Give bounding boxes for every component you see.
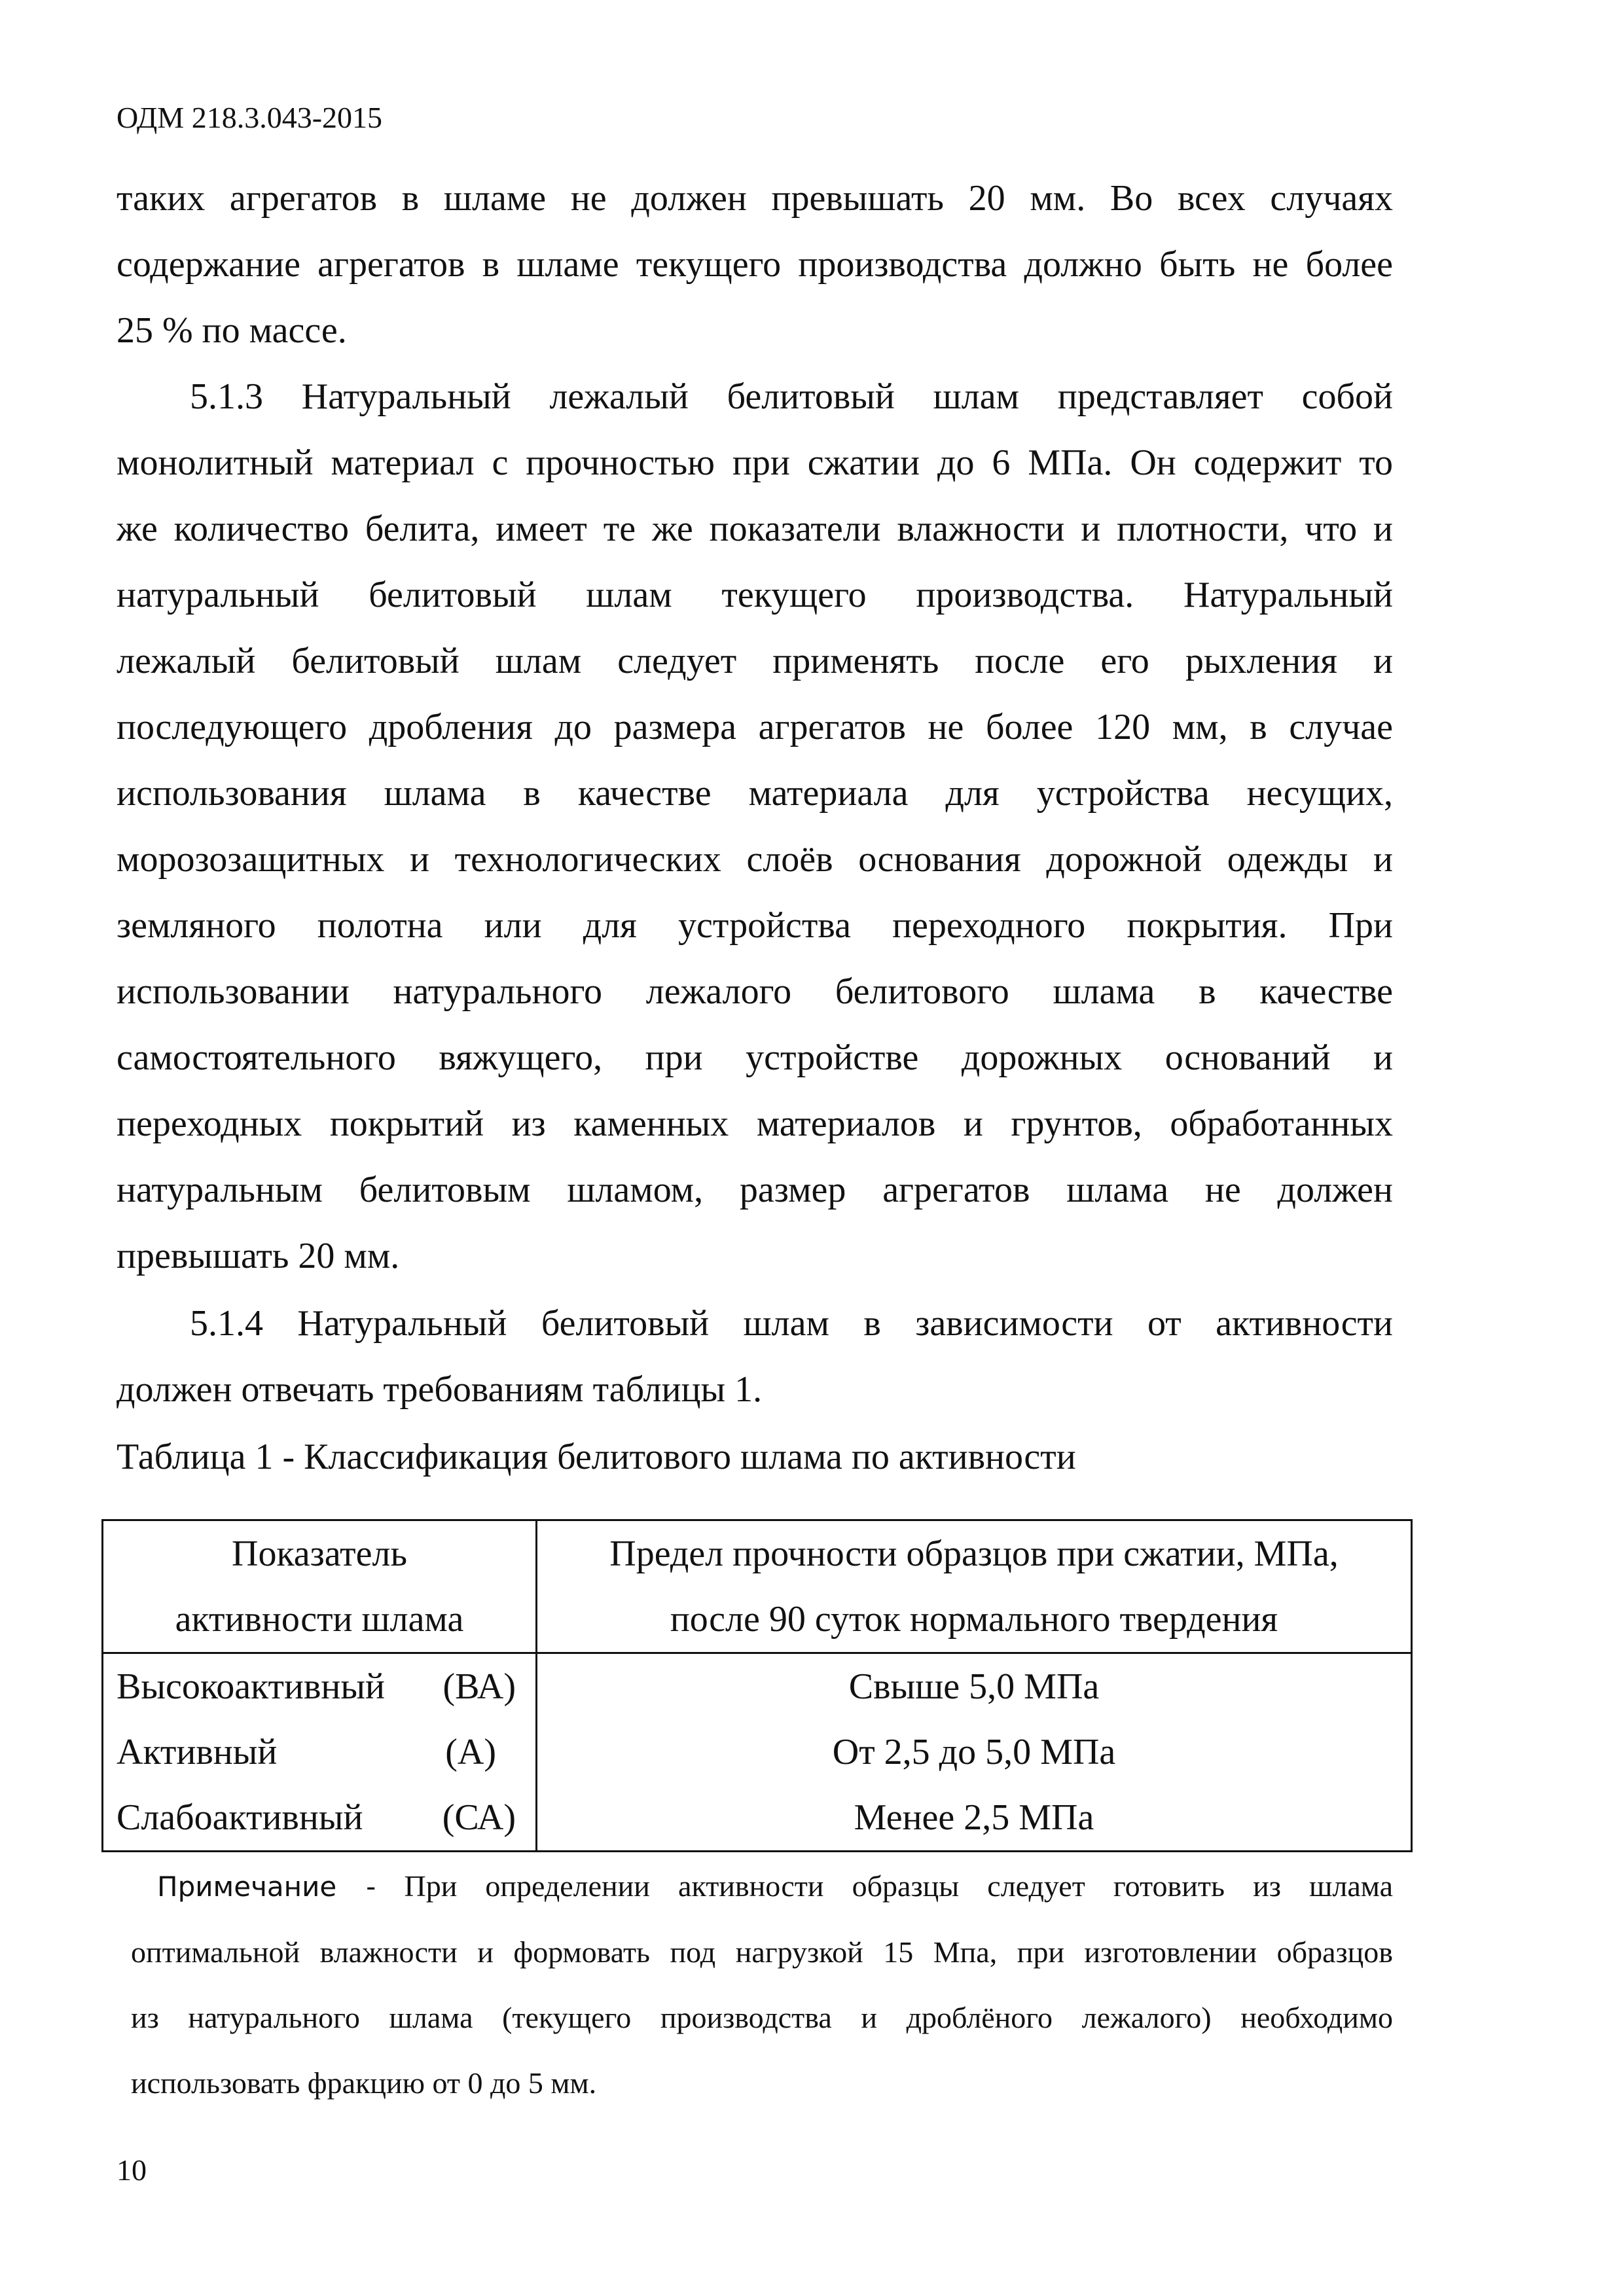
strength-values-cell	[537, 1653, 1412, 1852]
text-line: должен отвечать требованиям таблицы 1.	[117, 1369, 763, 1410]
note-line: из натурального шлама (текущего производства и дроблёного лежалого) необходимо	[131, 2001, 1393, 2034]
strength-value: От 2,5 до 5,0 МПа	[832, 1732, 1116, 1772]
paragraph-5-1-3	[117, 364, 1393, 1289]
text-line: лежалый белитовый шлам следует применять после его рыхления и	[117, 641, 1393, 681]
note-line: использовать фракцию от 0 до 5 мм.	[131, 2066, 597, 2100]
text-line: превышать 20 мм.	[117, 1236, 400, 1276]
activity-classification-table	[101, 1519, 1413, 1852]
class-name: Высокоактивный	[117, 1666, 385, 1707]
table-body-row	[103, 1653, 1412, 1852]
class-names-cell	[103, 1653, 537, 1852]
text-line: земляного полотна или для устройства переходного покрытия. При	[117, 905, 1393, 946]
text-line: натуральный белитовый шлам текущего производства. Натуральный	[117, 575, 1393, 615]
text-line: использования шлама в качестве материала для устройства несущих,	[117, 773, 1393, 814]
header-text: Предел прочности образцов при сжатии, МПа,	[609, 1534, 1339, 1574]
header-text: активности шлама	[175, 1599, 464, 1640]
paragraph-5-1-4	[117, 1291, 1393, 1423]
class-row-active	[117, 1719, 522, 1785]
text-line: натуральным белитовым шламом, размер агрегатов шлама не должен	[117, 1170, 1393, 1210]
note-line: оптимальной влажности и формовать под нагрузкой 15 Мпа, при изготовлении образцов	[131, 1935, 1393, 1969]
class-code: (ВА)	[442, 1666, 516, 1707]
header-text: Показатель	[232, 1534, 407, 1574]
page-number: 10	[117, 2153, 147, 2187]
class-row-high	[117, 1654, 522, 1719]
table-note	[131, 1854, 1393, 2116]
header-text: после 90 суток нормального твердения	[670, 1599, 1278, 1640]
strength-value: Свыше 5,0 МПа	[848, 1666, 1100, 1707]
text-line: переходных покрытий из каменных материалов и грунтов, обработанных	[117, 1103, 1393, 1144]
text-line: последующего дробления до размера агрегатов не более 120 мм, в случае	[117, 707, 1393, 747]
text-line: самостоятельного вяжущего, при устройстве дорожных оснований и	[117, 1037, 1393, 1078]
text-line: монолитный материал с прочностью при сжатии до 6 МПа. Он содержит то	[117, 442, 1393, 483]
text-line: морозозащитных и технологических слоёв основания дорожной одежды и	[117, 839, 1393, 880]
text-line: 5.1.4 Натуральный белитовый шлам в зависимости от активности	[190, 1303, 1393, 1344]
text-line: 25 % по массе.	[117, 310, 347, 351]
class-code: (СА)	[442, 1797, 516, 1838]
class-name: Активный	[117, 1732, 278, 1772]
note-line	[131, 1854, 1393, 1920]
note-label: Примечание -	[157, 1871, 376, 1903]
text-line: содержание агрегатов в шламе текущего производства должно быть не более	[117, 244, 1393, 285]
table-header-row	[103, 1520, 1412, 1653]
document-code-header: ОДМ 218.3.043-2015	[117, 101, 383, 134]
class-name: Слабоактивный	[117, 1797, 363, 1838]
class-row-low	[117, 1785, 522, 1850]
note-text: При определении активности образцы следует готовить из шлама	[404, 1869, 1393, 1903]
class-code: (А)	[445, 1732, 496, 1772]
column-header-strength	[537, 1520, 1412, 1653]
text-line: таких агрегатов в шламе не должен превышать 20 мм. Во всех случаях	[117, 178, 1393, 219]
paragraph-continuation	[117, 166, 1393, 364]
column-header-indicator	[103, 1520, 537, 1653]
text-line: 5.1.3 Натуральный лежалый белитовый шлам представляет собой	[190, 376, 1393, 417]
text-line: же количество белита, имеет те же показатели влажности и плотности, что и	[117, 509, 1393, 549]
strength-value: Менее 2,5 МПа	[854, 1797, 1094, 1838]
text-line: использовании натурального лежалого белитового шлама в качестве	[117, 971, 1393, 1012]
table-title: Таблица 1 - Классификация белитового шлама по активности	[117, 1437, 1076, 1477]
